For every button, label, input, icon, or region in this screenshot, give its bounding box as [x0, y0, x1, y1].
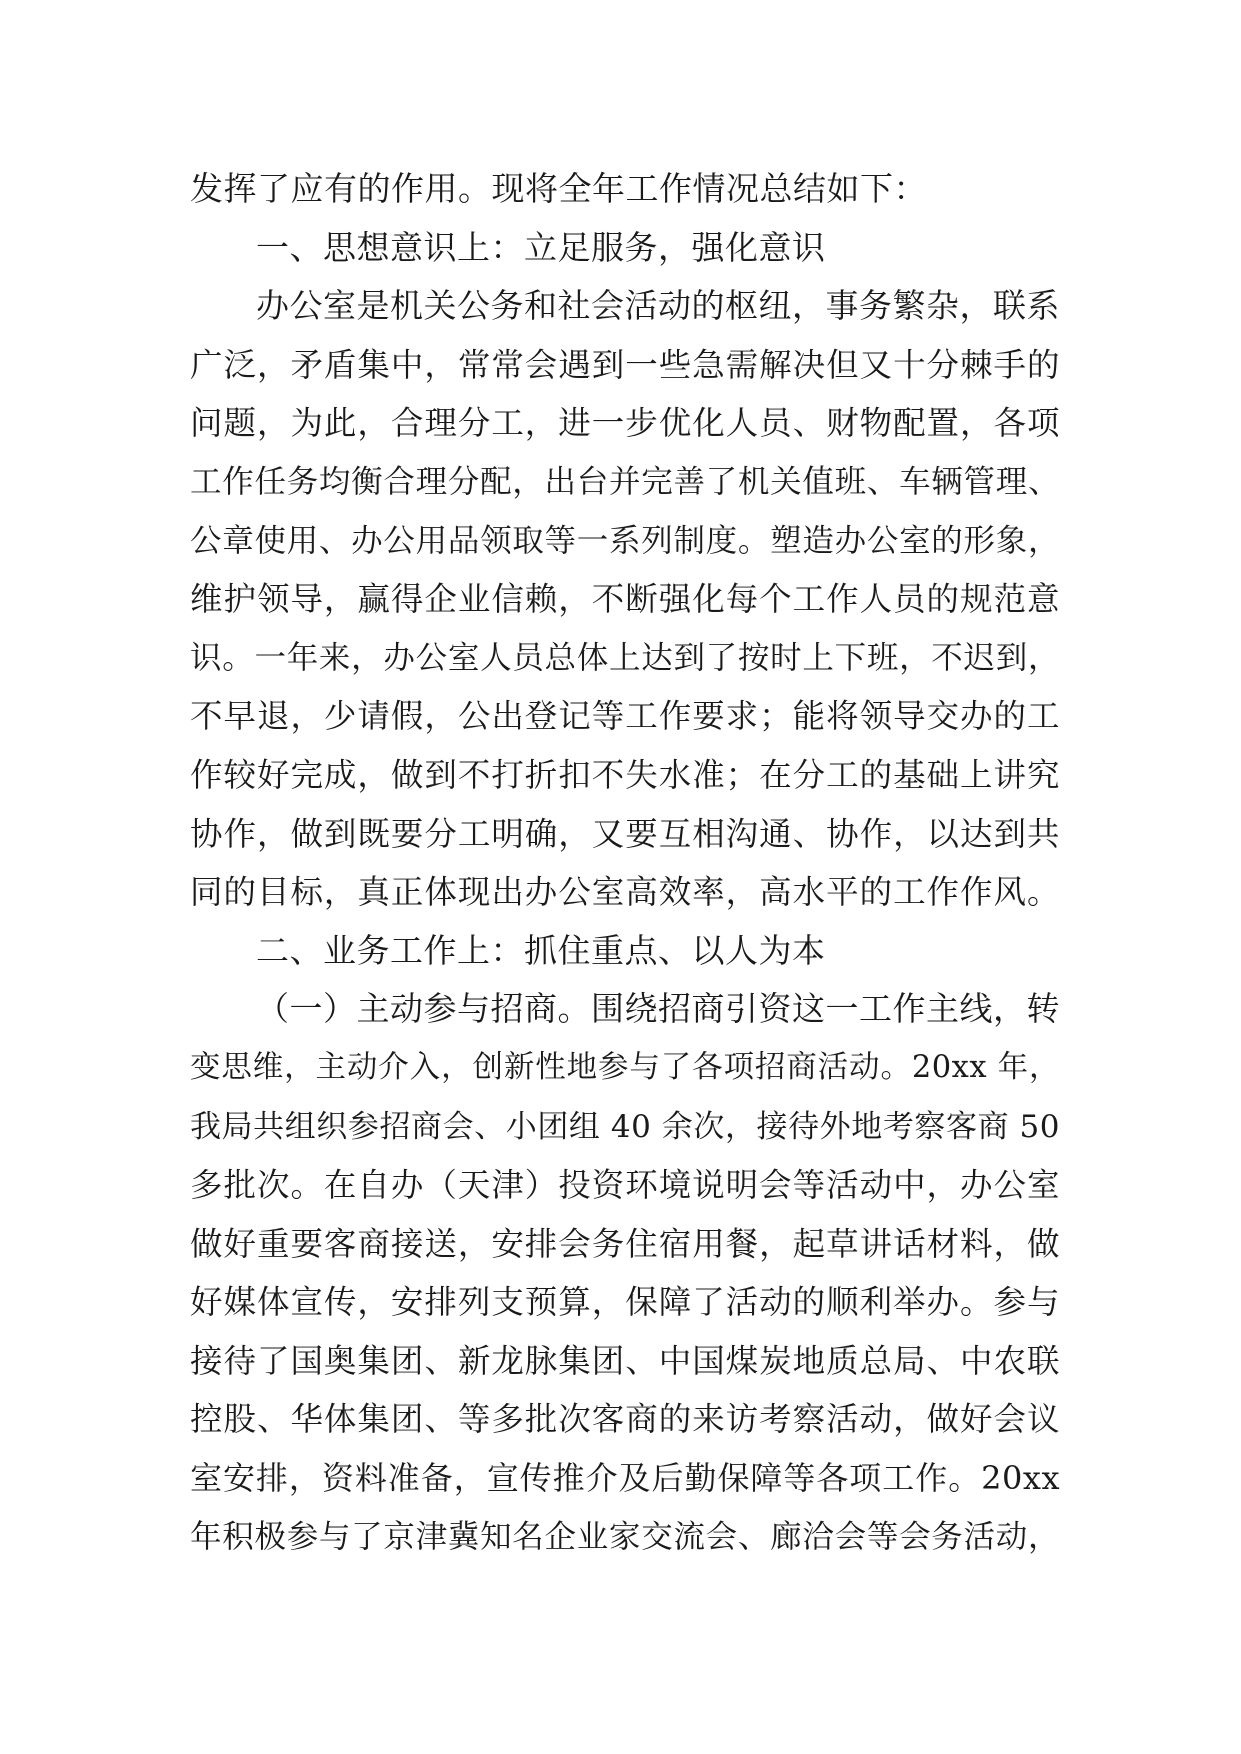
text-line: 问题，为此，合理分工，进一步优化人员、财物配置，各项 — [190, 404, 1060, 443]
text-line: 年积极参与了京津冀知名企业家交流会、廊洽会等会务活动， — [190, 1518, 1060, 1555]
text-line: 办公室是机关公务和社会活动的枢纽，事务繁杂，联系 — [256, 286, 1060, 326]
text-line: 广泛，矛盾集中，常常会遇到一些急需解决但又十分棘手的 — [190, 345, 1060, 384]
text-line: 发挥了应有的作用。现将全年工作情况总结如下： — [190, 169, 927, 208]
text-line: 好媒体宣传，安排列支预算，保障了活动的顺利举办。参与 — [190, 1283, 1060, 1322]
text-line: 识。一年来，办公室人员总体上达到了按时上下班，不迟到， — [190, 639, 1060, 676]
text-line: 变思维，主动介入，创新性地参与了各项招商活动。20xx 年， — [190, 1049, 1060, 1085]
text-line: 公章使用、办公用品领取等一系列制度。塑造办公室的形象， — [190, 522, 1060, 559]
text-line: 协作，做到既要分工明确，又要互相沟通、协作，以达到共 — [190, 814, 1060, 853]
text-line: 不早退，少请假，公出登记等工作要求；能将领导交办的工 — [190, 697, 1060, 736]
text-line: 工作任务均衡合理分配，出台并完善了机关值班、车辆管理、 — [190, 463, 1060, 500]
text-line: 做好重要客商接送，安排会务住宿用餐，起草讲话材料，做 — [190, 1224, 1060, 1263]
text-line: 作较好完成，做到不打折扣不失水准；在分工的基础上讲究 — [190, 755, 1060, 794]
text-line: 同的目标，真正体现出办公室高效率，高水平的工作作风。 — [190, 873, 1060, 912]
text-line: 二、业务工作上：抓住重点、以人为本 — [256, 930, 826, 970]
text-line: 控股、华体集团、等多批次客商的来访考察活动，做好会议 — [190, 1400, 1060, 1439]
text-line: 维护领导，赢得企业信赖，不断强化每个工作人员的规范意 — [190, 580, 1060, 619]
text-line: （一）主动参与招商。围绕招商引资这一工作主线，转 — [256, 989, 1060, 1029]
document-body — [190, 160, 1060, 1566]
text-line: 多批次。在自办（天津）投资环境说明会等活动中，办公室 — [190, 1166, 1060, 1205]
text-line: 一、思想意识上：立足服务，强化意识 — [256, 227, 826, 267]
text-line: 我局共组织参招商会、小团组 40 余次，接待外地考察客商 50 — [190, 1108, 1060, 1145]
text-line: 接待了国奥集团、新龙脉集团、中国煤炭地质总局、中农联 — [190, 1341, 1060, 1380]
text-line: 室安排，资料准备，宣传推介及后勤保障等各项工作。20xx — [190, 1459, 1060, 1498]
